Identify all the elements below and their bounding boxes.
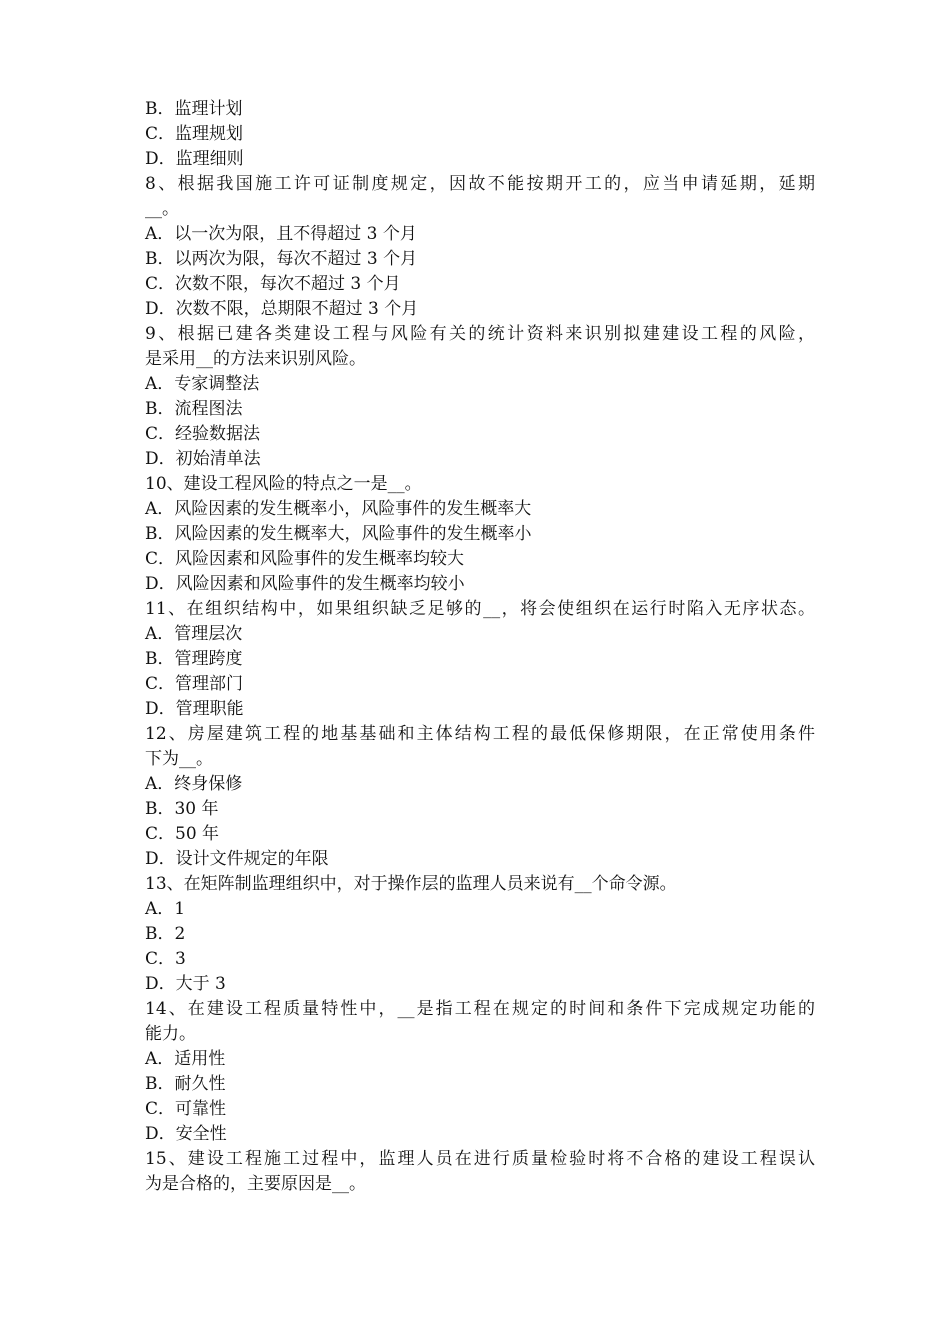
option-line: C．3 (145, 949, 186, 969)
option-line: D．监理细则 (145, 149, 244, 169)
option-line: D．大于 3 (145, 974, 226, 994)
option-line: D．管理职能 (145, 699, 244, 719)
option-line: B．流程图法 (145, 399, 243, 419)
option-line: C．风险因素和风险事件的发生概率均较大 (145, 549, 465, 569)
option-line: D．安全性 (145, 1124, 227, 1144)
option-line: C．次数不限，每次不超过 3 个月 (145, 274, 401, 294)
option-line: C．监理规划 (145, 124, 244, 144)
option-line: D．风险因素和风险事件的发生概率均较小 (145, 574, 465, 594)
option-line: B．管理跨度 (145, 649, 243, 669)
option-line: A．管理层次 (145, 624, 243, 644)
option-line: B．以两次为限，每次不超过 3 个月 (145, 249, 418, 269)
question-13: 13、在矩阵制监理组织中，对于操作层的监理人员来说有__个命令源。 (145, 874, 677, 894)
option-line: B．监理计划 (145, 99, 243, 119)
question-9-line-2: 是采用__的方法来识别风险。 (145, 349, 366, 369)
option-line: C．经验数据法 (145, 424, 261, 444)
option-line: A．风险因素的发生概率小，风险事件的发生概率大 (145, 499, 532, 519)
option-line: B．风险因素的发生概率大，风险事件的发生概率小 (145, 524, 532, 544)
question-9-line-1: 9、根据已建各类建设工程与风险有关的统计资料来识别拟建建设工程的风险， (145, 324, 815, 344)
question-8-line-1: 8、根据我国施工许可证制度规定，因故不能按期开工的，应当申请延期，延期 (145, 174, 815, 194)
question-12-line-2: 下为__。 (145, 749, 213, 769)
option-line: B．耐久性 (145, 1074, 226, 1094)
option-line: A．1 (145, 899, 186, 919)
question-11: 11、在组织结构中，如果组织缺乏足够的__，将会使组织在运行时陷入无序状态。 (145, 599, 815, 619)
option-line: D．设计文件规定的年限 (145, 849, 329, 869)
option-line: A．终身保修 (145, 774, 243, 794)
option-line: B．30 年 (145, 799, 219, 819)
question-15-line-1: 15、建设工程施工过程中，监理人员在进行质量检验时将不合格的建设工程误认 (145, 1149, 815, 1169)
question-8-line-2: __。 (145, 199, 179, 219)
document-body (145, 97, 815, 1197)
question-10: 10、建设工程风险的特点之一是__。 (145, 474, 422, 494)
option-line: A．适用性 (145, 1049, 226, 1069)
question-12-line-1: 12、房屋建筑工程的地基基础和主体结构工程的最低保修期限，在正常使用条件 (145, 724, 815, 744)
option-line: A．专家调整法 (145, 374, 260, 394)
option-line: C．50 年 (145, 824, 220, 844)
option-line: A．以一次为限，且不得超过 3 个月 (145, 224, 417, 244)
question-15-line-2: 为是合格的，主要原因是__。 (145, 1174, 366, 1194)
question-14-line-2: 能力。 (145, 1024, 196, 1044)
question-14-line-1: 14、在建设工程质量特性中，__是指工程在规定的时间和条件下完成规定功能的 (145, 999, 815, 1019)
option-line: C．可靠性 (145, 1099, 227, 1119)
option-line: D．次数不限，总期限不超过 3 个月 (145, 299, 419, 319)
option-line: D．初始清单法 (145, 449, 261, 469)
option-line: B．2 (145, 924, 186, 944)
option-line: C．管理部门 (145, 674, 244, 694)
